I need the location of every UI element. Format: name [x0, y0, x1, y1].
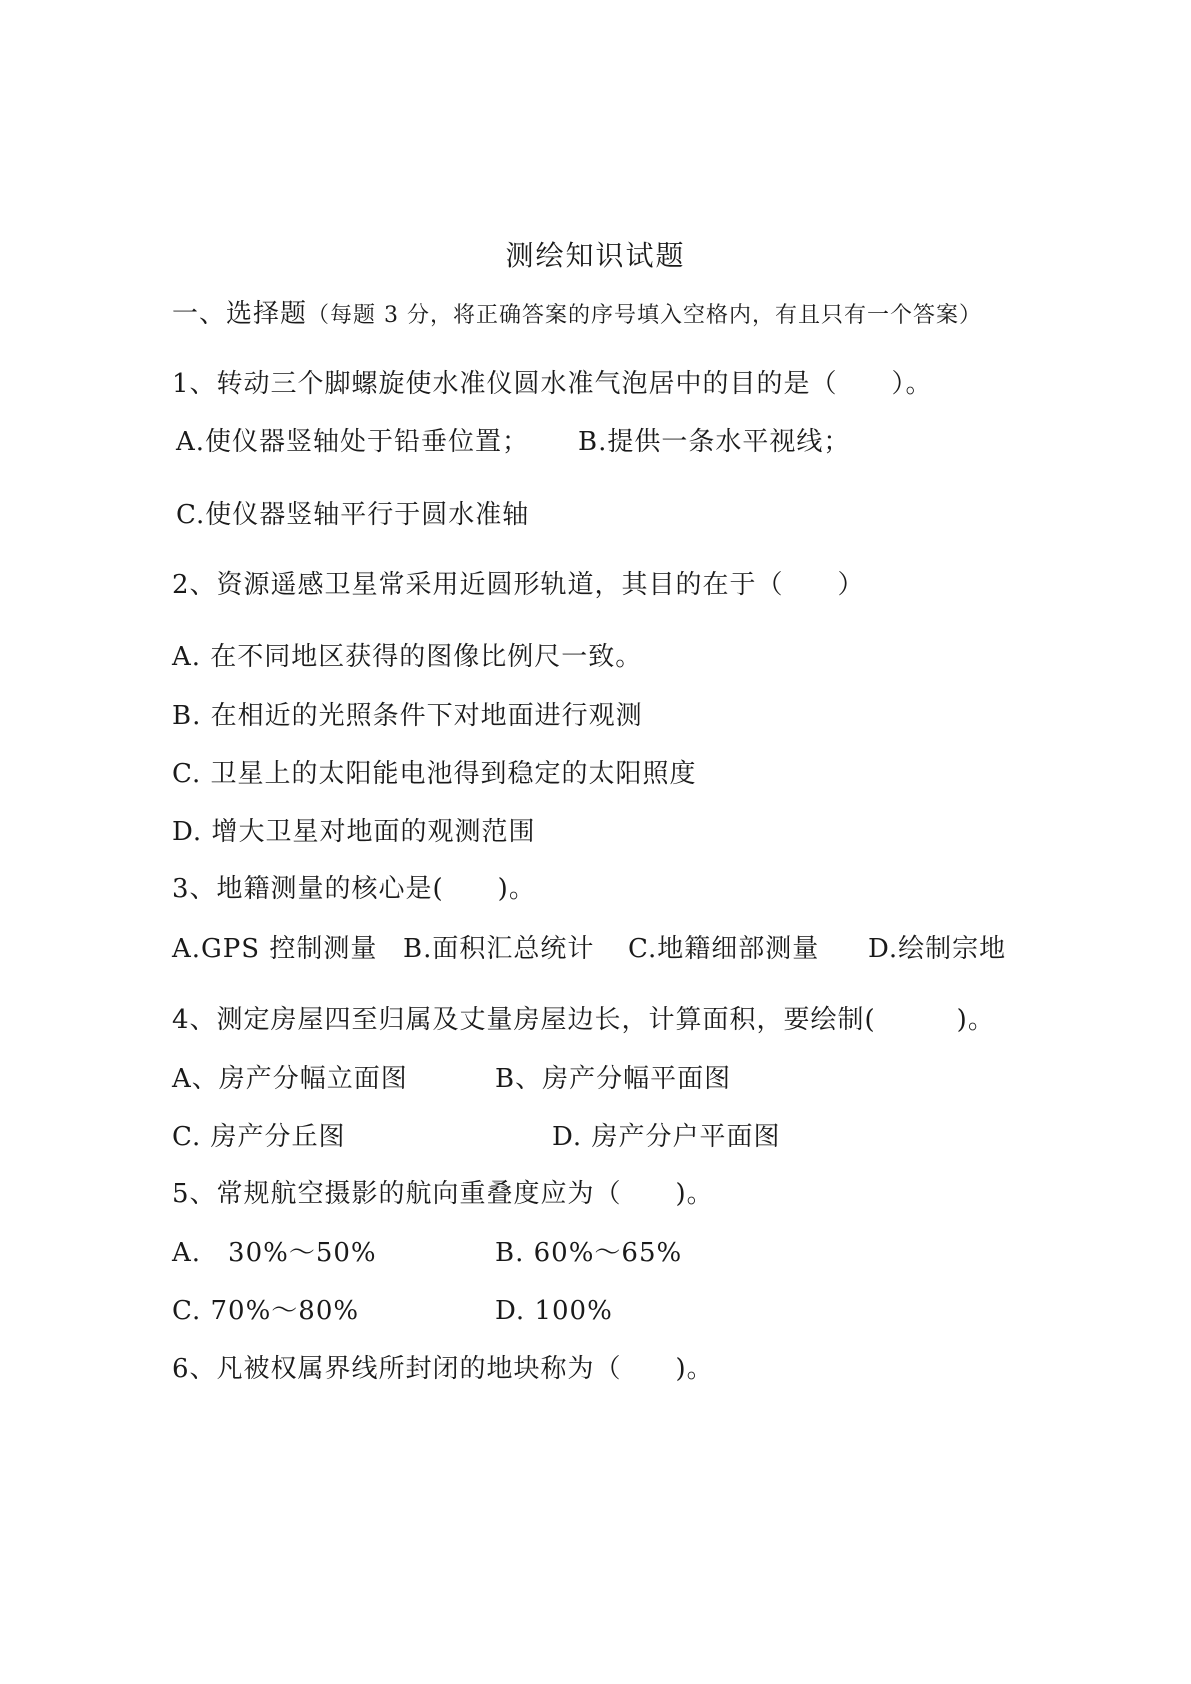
- question-3-option-d: D.绘制宗地: [868, 934, 1007, 964]
- question-3-option-b: B.面积汇总统计: [403, 934, 595, 964]
- question-5-option-c: C. 70%～80%: [172, 1296, 360, 1326]
- question-4-option-d: D. 房产分户平面图: [552, 1122, 781, 1152]
- question-4-option-c: C. 房产分丘图: [172, 1122, 346, 1152]
- question-5-option-d: D. 100%: [495, 1296, 613, 1326]
- section-note: （每题 3 分，将正确答案的序号填入空格内，有且只有一个答案）: [307, 303, 983, 328]
- question-2-stem: 2、资源遥感卫星常采用近圆形轨道，其目的在于（ ）: [172, 570, 865, 600]
- question-1-stem: 1、转动三个脚螺旋使水准仪圆水准气泡居中的目的是（ ）。: [172, 369, 933, 399]
- question-2-option-c: C. 卫星上的太阳能电池得到稳定的太阳照度: [172, 759, 697, 789]
- question-2-option-b: B. 在相近的光照条件下对地面进行观测: [172, 701, 643, 731]
- section-heading: [172, 297, 982, 333]
- question-1-option-c: C.使仪器竖轴平行于圆水准轴: [176, 500, 530, 530]
- question-2-option-d: D. 增大卫星对地面的观测范围: [172, 817, 536, 847]
- question-3-option-a: A.GPS 控制测量: [172, 934, 378, 964]
- question-4-stem: 4、测定房屋四至归属及丈量房屋边长，计算面积，要绘制( )。: [172, 1005, 995, 1035]
- question-5-option-a: A. 30%～50%: [172, 1238, 377, 1268]
- question-4-option-a: A、房产分幅立面图: [172, 1064, 408, 1094]
- question-1-option-a: A.使仪器竖轴处于铅垂位置；: [176, 427, 530, 457]
- question-3-stem: 3、地籍测量的核心是( )。: [172, 874, 536, 904]
- question-4-option-b: B、房产分幅平面图: [495, 1064, 732, 1094]
- page-title: 测绘知识试题: [505, 239, 686, 272]
- section-heading-label: 一、选择题: [172, 299, 308, 329]
- question-5-option-b: B. 60%～65%: [495, 1238, 683, 1268]
- question-3-option-c: C.地籍细部测量: [628, 934, 820, 964]
- question-6-stem: 6、凡被权属界线所封闭的地块称为（ )。: [172, 1354, 714, 1384]
- question-5-stem: 5、常规航空摄影的航向重叠度应为（ )。: [172, 1179, 714, 1209]
- question-1-option-b: B.提供一条水平视线；: [578, 427, 851, 457]
- question-2-option-a: A. 在不同地区获得的图像比例尺一致。: [172, 642, 643, 672]
